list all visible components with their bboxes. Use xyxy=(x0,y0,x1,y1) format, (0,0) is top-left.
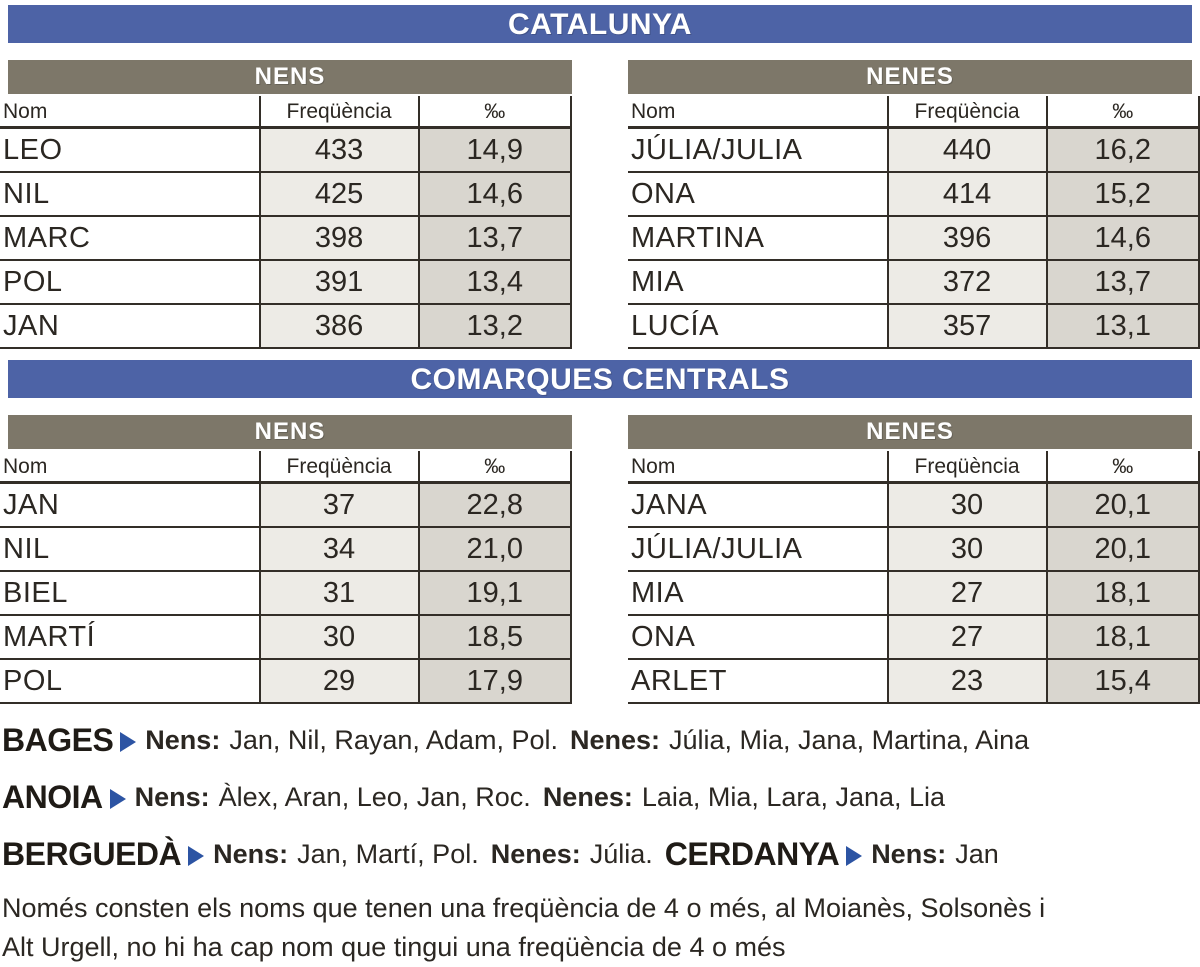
cell-freq: 37 xyxy=(259,484,418,528)
table-catalunya-nenes xyxy=(628,60,1200,349)
col-header-nom: Nom xyxy=(628,451,887,484)
table-row xyxy=(628,484,1200,528)
cell-name: MIA xyxy=(628,572,887,616)
arrow-right-icon xyxy=(188,846,204,866)
table-body xyxy=(0,484,572,704)
cell-name: MIA xyxy=(628,261,887,305)
cell-freq: 414 xyxy=(887,173,1046,217)
nenes-label: Nenes: xyxy=(490,839,581,869)
cell-permille: 14,6 xyxy=(418,173,572,217)
cell-freq: 372 xyxy=(887,261,1046,305)
cell-freq: 396 xyxy=(887,217,1046,261)
column-headers xyxy=(628,96,1200,129)
cell-permille: 18,5 xyxy=(418,616,572,660)
table-row xyxy=(628,173,1200,217)
nens-label: Nens: xyxy=(871,839,947,869)
col-header-frequencia: Freqüència xyxy=(887,451,1046,484)
col-header-permille: ‰ xyxy=(418,451,572,484)
cell-permille: 15,2 xyxy=(1046,173,1200,217)
table-catalunya-nens xyxy=(0,60,572,349)
cell-freq: 391 xyxy=(259,261,418,305)
nens-names: Jan, Nil, Rayan, Adam, Pol. xyxy=(229,725,558,755)
table-comarques-nenes xyxy=(628,415,1200,704)
nenes-label: Nenes: xyxy=(569,725,660,755)
table-row xyxy=(0,261,572,305)
region-name: CERDANYA xyxy=(664,836,840,872)
column-headers xyxy=(628,451,1200,484)
region-name: BERGUEDÀ xyxy=(2,836,182,872)
section-gap xyxy=(0,349,1200,360)
table-body xyxy=(0,129,572,349)
table-row xyxy=(628,305,1200,349)
cell-permille: 19,1 xyxy=(418,572,572,616)
col-header-frequencia: Freqüència xyxy=(259,96,418,129)
region-name: ANOIA xyxy=(2,779,103,815)
table-row xyxy=(0,572,572,616)
nens-label: Nens: xyxy=(145,725,221,755)
nenes-label: Nenes: xyxy=(542,782,633,812)
nenes-names: Júlia, Mia, Jana, Martina, Aina xyxy=(669,725,1030,755)
cell-freq: 31 xyxy=(259,572,418,616)
gender-header-nens: NENS xyxy=(8,60,572,94)
table-row xyxy=(628,660,1200,704)
cell-name: MARTINA xyxy=(628,217,887,261)
cell-freq: 440 xyxy=(887,129,1046,173)
nens-names: Jan, Martí, Pol. xyxy=(297,839,479,869)
column-headers xyxy=(0,451,572,484)
cell-name: POL xyxy=(0,261,259,305)
cell-name: ONA xyxy=(628,616,887,660)
cell-freq: 23 xyxy=(887,660,1046,704)
cell-name: MARTÍ xyxy=(0,616,259,660)
cell-permille: 22,8 xyxy=(418,484,572,528)
nens-names: Jan xyxy=(955,839,999,869)
cell-name: LUCÍA xyxy=(628,305,887,349)
col-header-permille: ‰ xyxy=(418,96,572,129)
cell-permille: 14,9 xyxy=(418,129,572,173)
table-body xyxy=(628,129,1200,349)
cell-freq: 27 xyxy=(887,616,1046,660)
region-line-bergueda-cerdanya xyxy=(2,826,1200,883)
cell-permille: 17,9 xyxy=(418,660,572,704)
gender-header-nenes: NENES xyxy=(628,415,1192,449)
cell-freq: 34 xyxy=(259,528,418,572)
catalunya-tables-row xyxy=(0,60,1200,349)
table-comarques-nens xyxy=(0,415,572,704)
col-header-permille: ‰ xyxy=(1046,451,1200,484)
cell-permille: 20,1 xyxy=(1046,484,1200,528)
section-banner-comarques-centrals: COMARQUES CENTRALS xyxy=(8,360,1192,398)
cell-permille: 15,4 xyxy=(1046,660,1200,704)
cell-name: NIL xyxy=(0,528,259,572)
cell-name: JAN xyxy=(0,305,259,349)
cell-permille: 13,7 xyxy=(418,217,572,261)
cell-name: LEO xyxy=(0,129,259,173)
table-row xyxy=(628,129,1200,173)
arrow-right-icon xyxy=(110,789,126,809)
cell-name: ARLET xyxy=(628,660,887,704)
column-headers xyxy=(0,96,572,129)
cell-name: JÚLIA/JULIA xyxy=(628,528,887,572)
cell-name: JAN xyxy=(0,484,259,528)
footnote-line-1: Només consten els noms que tenen una freqüència de 4 o més, al Moianès, Solsonès i xyxy=(2,893,1046,923)
cell-name: BIEL xyxy=(0,572,259,616)
table-row xyxy=(0,484,572,528)
nenes-names: Júlia. xyxy=(589,839,653,869)
cell-name: POL xyxy=(0,660,259,704)
cell-freq: 27 xyxy=(887,572,1046,616)
comarques-centrals-tables-row xyxy=(0,415,1200,704)
cell-freq: 398 xyxy=(259,217,418,261)
cell-permille: 18,1 xyxy=(1046,616,1200,660)
cell-name: JANA xyxy=(628,484,887,528)
table-row xyxy=(628,616,1200,660)
cell-name: ONA xyxy=(628,173,887,217)
table-row xyxy=(628,217,1200,261)
region-name: BAGES xyxy=(2,722,114,758)
table-row xyxy=(0,217,572,261)
nens-label: Nens: xyxy=(134,782,210,812)
col-header-frequencia: Freqüència xyxy=(259,451,418,484)
cell-freq: 30 xyxy=(259,616,418,660)
footnote xyxy=(0,889,1200,967)
table-row xyxy=(0,528,572,572)
cell-name: JÚLIA/JULIA xyxy=(628,129,887,173)
cell-permille: 13,2 xyxy=(418,305,572,349)
col-header-nom: Nom xyxy=(0,96,259,129)
table-row xyxy=(628,528,1200,572)
table-row xyxy=(0,660,572,704)
cell-freq: 30 xyxy=(887,484,1046,528)
cell-name: NIL xyxy=(0,173,259,217)
cell-freq: 357 xyxy=(887,305,1046,349)
gender-header-nenes: NENES xyxy=(628,60,1192,94)
cell-permille: 13,4 xyxy=(418,261,572,305)
cell-permille: 21,0 xyxy=(418,528,572,572)
nens-names: Àlex, Aran, Leo, Jan, Roc. xyxy=(218,782,531,812)
cell-freq: 425 xyxy=(259,173,418,217)
col-header-nom: Nom xyxy=(628,96,887,129)
nenes-names: Laia, Mia, Lara, Jana, Lia xyxy=(641,782,946,812)
cell-freq: 30 xyxy=(887,528,1046,572)
table-row xyxy=(628,572,1200,616)
cell-freq: 29 xyxy=(259,660,418,704)
arrow-right-icon xyxy=(120,732,136,752)
arrow-right-icon xyxy=(846,846,862,866)
cell-freq: 433 xyxy=(259,129,418,173)
table-row xyxy=(0,616,572,660)
cell-permille: 20,1 xyxy=(1046,528,1200,572)
table-body xyxy=(628,484,1200,704)
cell-permille: 18,1 xyxy=(1046,572,1200,616)
cell-permille: 14,6 xyxy=(1046,217,1200,261)
table-row xyxy=(628,261,1200,305)
cell-permille: 16,2 xyxy=(1046,129,1200,173)
table-row xyxy=(0,129,572,173)
cell-permille: 13,7 xyxy=(1046,261,1200,305)
region-line-bages xyxy=(2,712,1200,769)
comarca-summary-lines xyxy=(0,712,1200,883)
region-line-anoia xyxy=(2,769,1200,826)
gender-header-nens: NENS xyxy=(8,415,572,449)
col-header-permille: ‰ xyxy=(1046,96,1200,129)
cell-permille: 13,1 xyxy=(1046,305,1200,349)
table-row xyxy=(0,173,572,217)
cell-name: MARC xyxy=(0,217,259,261)
cell-freq: 386 xyxy=(259,305,418,349)
nens-label: Nens: xyxy=(213,839,289,869)
table-row xyxy=(0,305,572,349)
col-header-nom: Nom xyxy=(0,451,259,484)
footnote-line-2: Alt Urgell, no hi ha cap nom que tingui una freqüència de 4 o més xyxy=(2,932,786,962)
col-header-frequencia: Freqüència xyxy=(887,96,1046,129)
section-banner-catalunya: CATALUNYA xyxy=(8,5,1192,43)
